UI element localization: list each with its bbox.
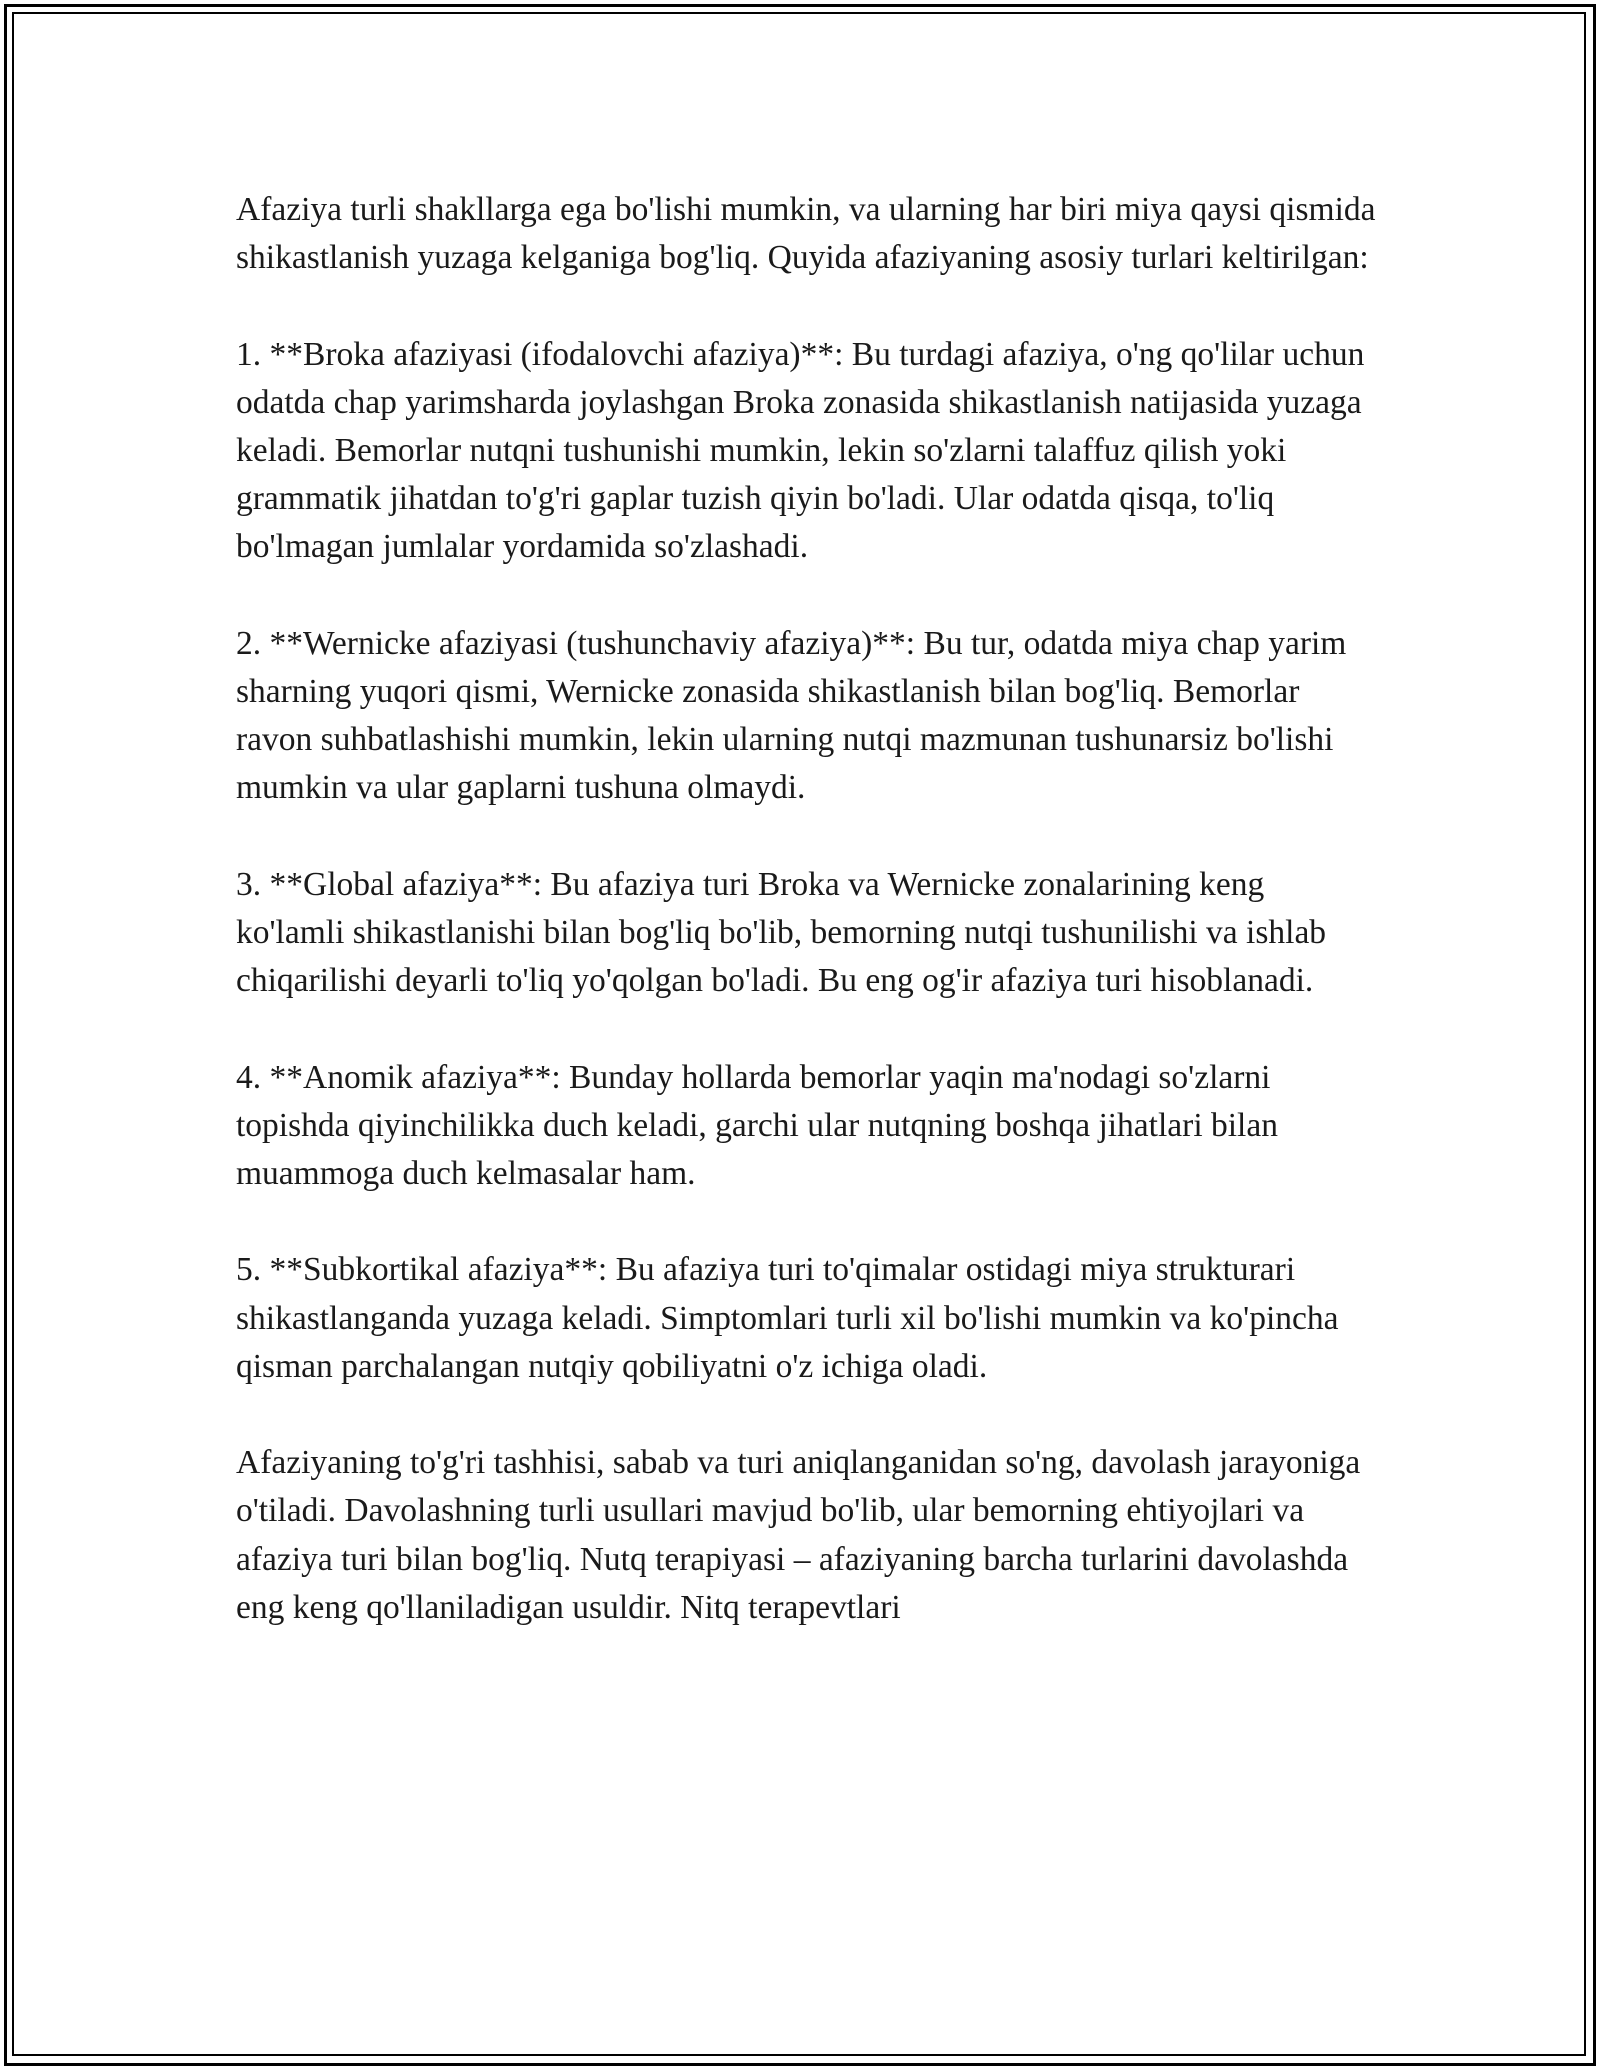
paragraph-subkortikal: 5. **Subkortikal afaziya**: Bu afaziya turi to'qimalar ostidagi miya strukturari shikastlanganda yuzaga keladi. Simptomlari turli xil bo'lishi mumkin va ko'pincha qisman parchalangan nutqiy qobiliyatni o'z ichiga oladi. bbox=[236, 1251, 1339, 1385]
intro-paragraph: Afaziya turli shakllarga ega bo'lishi mumkin, va ularning har biri miya qaysi qismida shikastlanish yuzaga kelganiga bog'liq. Quyida afaziyaning asosiy turlari keltirilgan: bbox=[236, 191, 1376, 277]
paragraph-broka: 1. **Broka afaziyasi (ifodalovchi afaziya)**: Bu turdagi afaziya, o'ng qo'lilar uchun odatda chap yarimsharda joylashgan Broka zonasida shikastlanish natijasida yuzaga keladi. Bemorlar nutqni tushunishi mumkin, lekin so'zlarni talaffuz qilish yoki grammatik jihatdan to'g'ri gaplar tuzish qiyin bo'ladi. Ular odatda qisqa, to'liq bo'lmagan jumlalar yordamida so'zlashadi. bbox=[236, 335, 1365, 566]
paragraph-global: 3. **Global afaziya**: Bu afaziya turi Broka va Wernicke zonalarining keng ko'lamli shikastlanishi bilan bog'liq bo'lib, bemorning nutqi tushunilishi va ishlab chiqarilishi deyarli to'liq yo'qolgan bo'ladi. Bu eng og'ir afaziya turi hisoblanadi. bbox=[236, 865, 1327, 1000]
paragraph-wernicke: 2. **Wernicke afaziyasi (tushunchaviy afaziya)**: Bu tur, odatda miya chap yarim sharning yuqori qismi, Wernicke zonasida shikastlanish bilan bog'liq. Bemorlar ravon suhbatlashishi mumkin, lekin ularning nutqi mazmunan tushunarsiz bo'lishi mumkin va ular gaplarni tushuna olmaydi. bbox=[236, 624, 1347, 807]
paragraph-treatment: Afaziyaning to'g'ri tashhisi, sabab va turi aniqlanganidan so'ng, davolash jarayoniga o'tiladi. Davolashning turli usullari mavjud bo'lib, ular bemorning ehtiyojlari va afaziya turi bilan bog'liq. Nutq terapiyasi – afaziyaning barcha turlarini davolashda eng keng qo'llaniladigan usuldir. Nitq terapevtlari bbox=[236, 1444, 1361, 1626]
document-body bbox=[236, 186, 1376, 1680]
paragraph-anomik: 4. **Anomik afaziya**: Bunday hollarda bemorlar yaqin ma'nodagi so'zlarni topishda qiyinchilikka duch keladi, garchi ular nutqning boshqa jihatlari bilan muammoga duch kelmasalar ham. bbox=[236, 1058, 1278, 1192]
